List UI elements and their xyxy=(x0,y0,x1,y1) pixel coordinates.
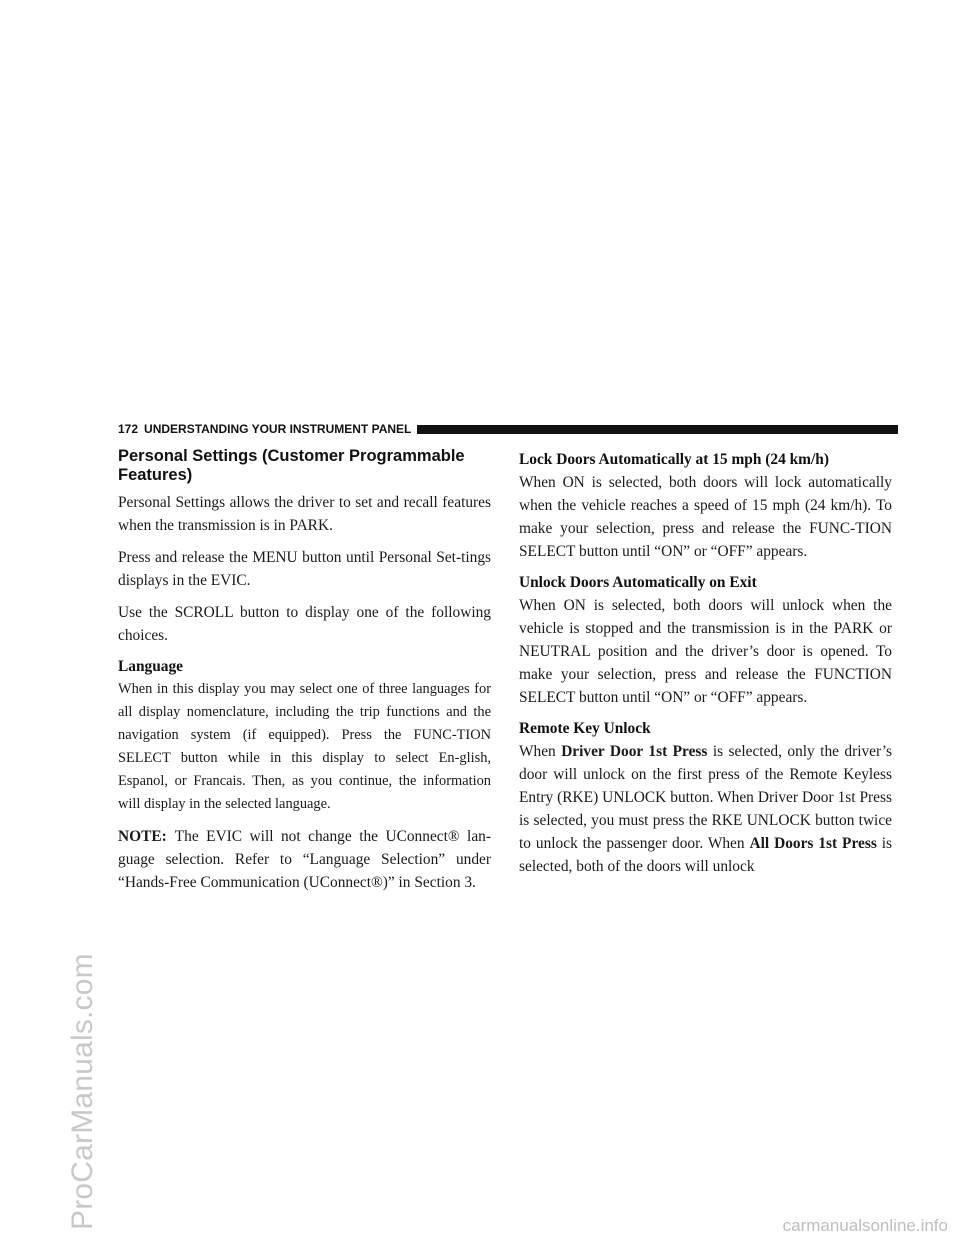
scroll-paragraph: Use the SCROLL button to display one of the following choices. xyxy=(118,604,491,644)
section-title: Personal Settings (Customer Programmable Features) xyxy=(118,447,465,484)
all-doors-option: All Doors 1st Press xyxy=(749,835,877,852)
note-body: The EVIC will not change the UConnect® lan-guage selection. Refer to “Language Selection” under “Hands-Free Communication (UConnect®)” in Section 3. xyxy=(118,828,491,891)
unlock-heading: Unlock Doors Automatically on Exit xyxy=(519,574,757,591)
intro-paragraph: Personal Settings allows the driver to set and recall features when the transmission is in PARK. xyxy=(118,494,491,534)
driver-door-option: Driver Door 1st Press xyxy=(561,743,708,760)
remote-heading: Remote Key Unlock xyxy=(519,720,651,737)
language-heading: Language xyxy=(118,658,183,675)
remote-middle: is selected, only the driver’s door will unlock on the first press of the Remote Keyless Entry (RKE) UNLOCK button. When Driver Door 1st Press is selected, you must press the RKE UNLOCK button twice to unlock the passenger door. When xyxy=(519,743,892,852)
left-column xyxy=(118,447,491,903)
note-label: NOTE: xyxy=(118,828,167,845)
lock-heading: Lock Doors Automatically at 15 mph (24 km/h) xyxy=(519,451,829,468)
language-paragraph: When in this display you may select one of three languages for all display nomenclature, including the trip functions and the navigation system (if equipped). Press the FUNC-TION SELECT button while in this display to select En-glish, Espanol, or Francais. Then, as you continue, the information will display in the selected language. xyxy=(118,681,491,812)
bottom-watermark: carmanualsonline.info xyxy=(782,1216,948,1235)
side-watermark: ProCarManuals.com xyxy=(66,953,99,1230)
running-title: UNDERSTANDING YOUR INSTRUMENT PANEL xyxy=(144,422,412,436)
right-column xyxy=(519,449,892,887)
lock-paragraph: When ON is selected, both doors will lock automatically when the vehicle reaches a speed of 15 mph (24 km/h). To make your selection, press and release the FUNC-TION SELECT button until “ON” or “OFF” appears. xyxy=(519,474,892,560)
remote-when: When xyxy=(519,743,556,760)
running-header xyxy=(118,421,898,437)
menu-paragraph: Press and release the MENU button until Personal Set-tings displays in the EVIC. xyxy=(118,549,491,589)
page-number: 172 xyxy=(118,422,139,436)
header-rule xyxy=(417,425,898,434)
unlock-paragraph: When ON is selected, both doors will unlock when the vehicle is stopped and the transmission is in the PARK or NEUTRAL position and the driver’s door is opened. To make your selection, press and release the FUNCTION SELECT button until “ON” or “OFF” appears. xyxy=(519,597,892,706)
remote-end: is selected, both of the doors will unlock xyxy=(519,835,893,875)
remote-paragraph xyxy=(519,740,892,878)
note-paragraph xyxy=(118,825,491,894)
